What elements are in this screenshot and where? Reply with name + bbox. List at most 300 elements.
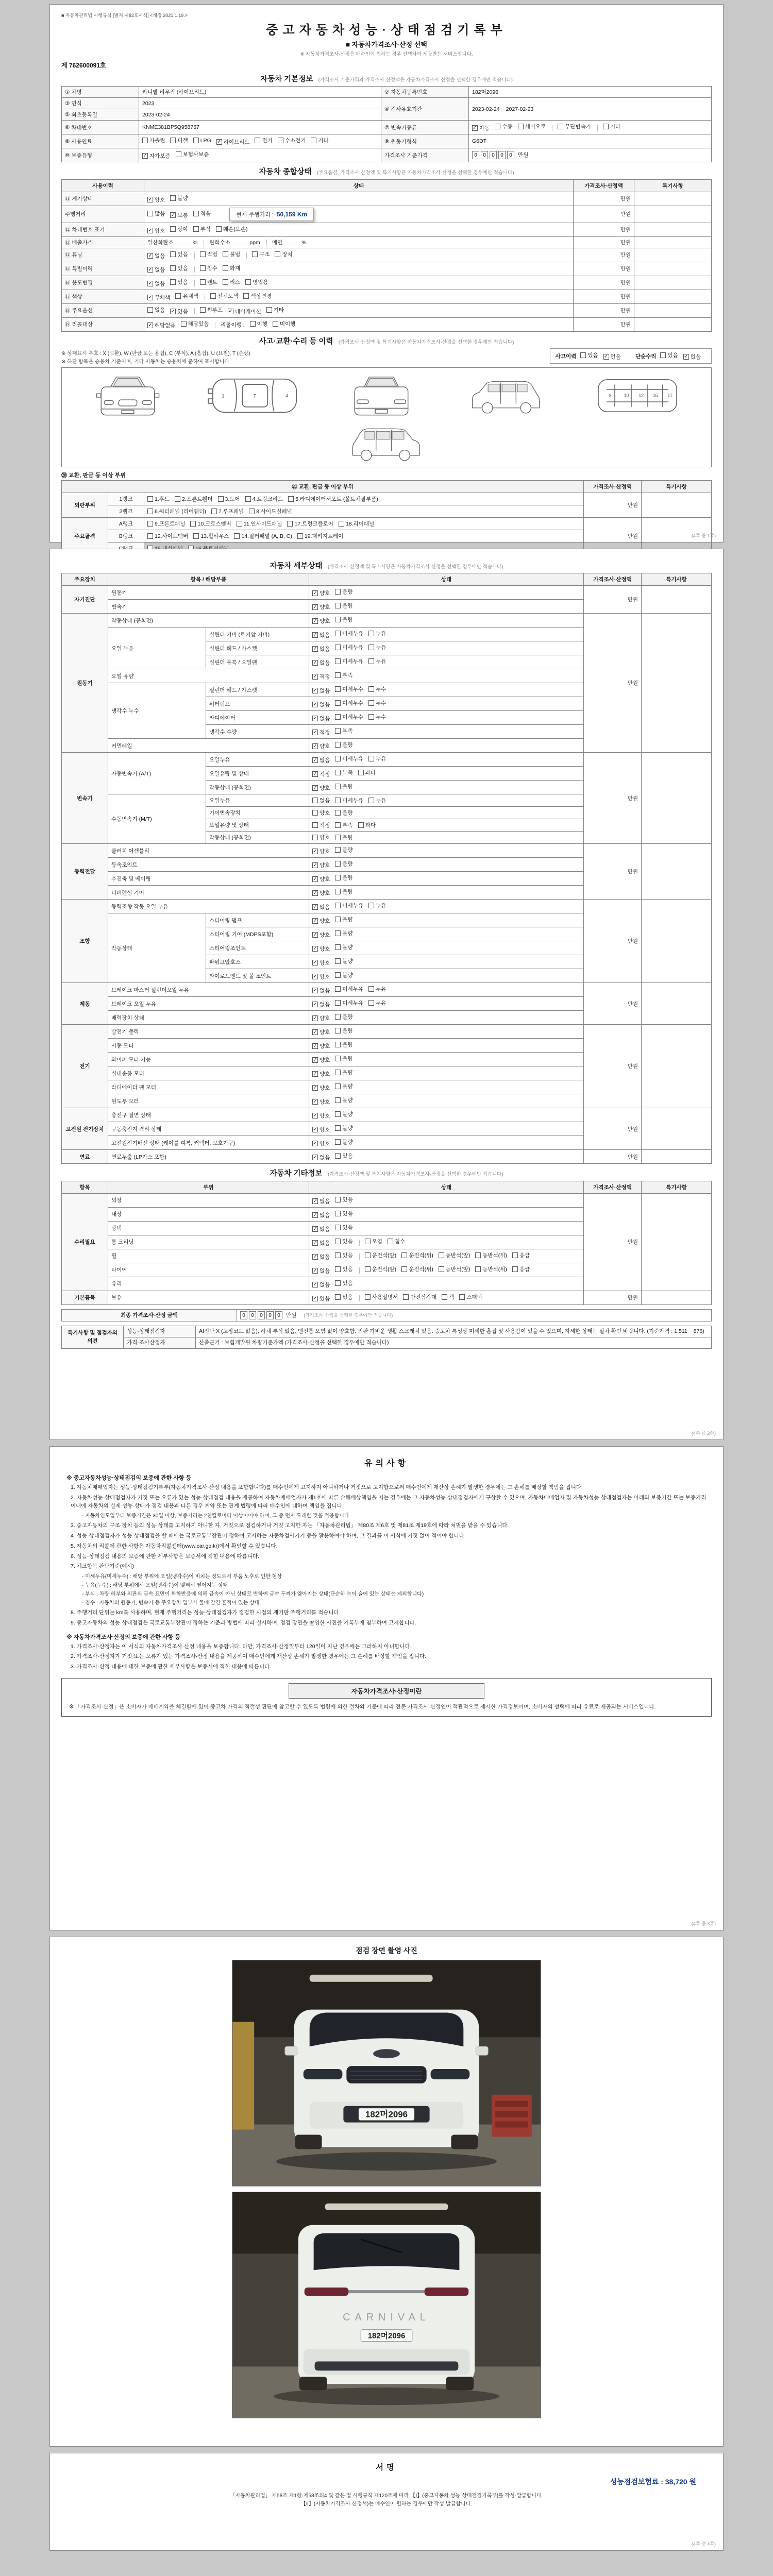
checkbox-unchecked[interactable] xyxy=(252,250,270,258)
checkbox-checked[interactable] xyxy=(312,617,330,625)
checkbox-unchecked[interactable] xyxy=(312,809,330,817)
checkbox-icon xyxy=(312,822,318,828)
rear-model-badge: CARNIVAL xyxy=(343,2311,430,2323)
checkbox-icon xyxy=(147,211,153,216)
checkbox-unchecked[interactable] xyxy=(335,1196,352,1204)
part-checkbox[interactable] xyxy=(288,495,378,503)
item-label: 구동축전지 격리 상태 xyxy=(108,1122,309,1136)
checkbox-unchecked[interactable] xyxy=(335,1110,352,1118)
status-cell xyxy=(309,1080,584,1094)
checkbox-checked[interactable] xyxy=(312,1211,330,1219)
checkbox-label: 훼손(오손) xyxy=(223,226,248,232)
checkbox-label: 양호 xyxy=(320,590,330,597)
signature-section-title: 서명 xyxy=(376,2463,397,2472)
checkbox-unchecked[interactable] xyxy=(170,250,188,258)
part-checkbox[interactable] xyxy=(287,520,333,528)
price-digit: 0 xyxy=(481,151,488,159)
checkbox-unchecked[interactable] xyxy=(176,150,209,158)
checkbox-checked[interactable] xyxy=(312,1126,330,1133)
part-checkbox[interactable] xyxy=(211,507,244,515)
checkbox-label: 없음 xyxy=(320,988,330,994)
rank-items xyxy=(144,518,584,530)
checkbox-checked[interactable] xyxy=(312,1295,330,1302)
col-usage-history: 사용이력 xyxy=(62,179,144,192)
checkbox-label: 있음 xyxy=(177,265,188,272)
checkbox-label: 없음 xyxy=(320,1002,330,1008)
checkbox-unchecked[interactable] xyxy=(358,769,376,776)
checkbox-label: 양호 xyxy=(320,785,330,792)
remark-cell xyxy=(634,192,712,206)
checkbox-checked[interactable] xyxy=(312,701,330,708)
price-estimate-cell: 만원 xyxy=(574,236,634,248)
checkbox-checked[interactable] xyxy=(312,1084,330,1092)
checkbox-unchecked[interactable] xyxy=(335,1069,352,1076)
checkbox-unchecked[interactable] xyxy=(335,902,363,909)
detail-row xyxy=(62,900,712,913)
price-digit: 0 xyxy=(275,1311,282,1319)
checkbox-checked[interactable] xyxy=(312,931,330,939)
checkbox-checked[interactable] xyxy=(312,861,330,869)
checkbox-unchecked[interactable] xyxy=(170,225,188,233)
checkbox-unchecked[interactable] xyxy=(368,796,386,804)
part-checkbox[interactable] xyxy=(147,532,188,540)
checkbox-label: 9.프론트패널 xyxy=(155,521,186,528)
checkbox-unchecked[interactable] xyxy=(335,1055,352,1062)
part-checkbox[interactable] xyxy=(237,520,282,528)
checkbox-unchecked[interactable] xyxy=(368,699,386,707)
remark-cell xyxy=(634,223,712,236)
checkbox-unchecked[interactable] xyxy=(250,320,267,328)
checkbox-checked[interactable] xyxy=(312,1281,330,1289)
checkbox-unchecked[interactable] xyxy=(255,137,272,144)
checkbox-label: 불량 xyxy=(342,810,353,817)
legend-block xyxy=(61,348,250,365)
checkbox-icon xyxy=(176,151,181,157)
checkbox-checked[interactable] xyxy=(312,1239,330,1247)
checkbox-checked[interactable] xyxy=(312,728,330,736)
checkbox-checked[interactable] xyxy=(312,903,330,911)
part-label: 작동상태 (공회전) xyxy=(206,781,309,794)
checkbox-unchecked[interactable] xyxy=(660,351,678,359)
checkbox-checked[interactable] xyxy=(312,987,330,994)
checkbox-unchecked[interactable] xyxy=(335,1124,352,1132)
checkbox-unchecked[interactable] xyxy=(170,264,188,272)
checkbox-unchecked[interactable] xyxy=(335,1265,352,1273)
checkbox-unchecked[interactable] xyxy=(335,657,363,665)
checkbox-checked[interactable] xyxy=(312,589,330,597)
summary-row xyxy=(62,290,712,303)
checkbox-checked[interactable] xyxy=(147,196,165,204)
checkbox-unchecked[interactable] xyxy=(495,123,512,130)
checkbox-checked[interactable] xyxy=(147,321,176,329)
checkbox-label: 잭 xyxy=(449,1294,455,1300)
item-label: 등속조인트 xyxy=(108,858,309,872)
checkbox-unchecked[interactable] xyxy=(311,137,328,144)
notice-item: 1. 가격조사·산정자는 이 서식의 자동차가격조사·산정 내용을 보증합니다. 다만, 가격조사·산정일부터 120일이 지난 경우에는 그러하지 아니합니다. xyxy=(71,1643,412,1650)
checkbox-unchecked[interactable] xyxy=(175,292,198,300)
checkbox-unchecked[interactable] xyxy=(401,1265,433,1273)
checkbox-checked[interactable] xyxy=(312,1197,330,1205)
checkbox-unchecked[interactable] xyxy=(170,137,188,144)
checkbox-unchecked[interactable] xyxy=(335,929,352,937)
part-checkbox[interactable] xyxy=(297,532,343,540)
basic-info-section-title xyxy=(61,74,712,84)
checkbox-checked[interactable] xyxy=(312,1001,330,1008)
checkbox-unchecked[interactable] xyxy=(170,278,188,286)
checkbox-icon xyxy=(335,1070,341,1075)
checkbox-unchecked[interactable] xyxy=(335,727,352,735)
checkbox-checked[interactable] xyxy=(472,124,490,132)
checkbox-unchecked[interactable] xyxy=(335,888,352,895)
checkbox-label: 운전석(앞) xyxy=(372,1266,397,1273)
checkbox-checked[interactable] xyxy=(312,1225,330,1233)
status-cell xyxy=(144,303,574,317)
checkbox-unchecked[interactable] xyxy=(335,588,352,596)
checkbox-icon xyxy=(252,251,258,257)
checkbox-checked[interactable] xyxy=(312,603,330,611)
checkbox-unchecked[interactable] xyxy=(335,1096,352,1104)
checkbox-unchecked[interactable] xyxy=(312,796,330,804)
remark-cell xyxy=(634,236,712,248)
checkbox-unchecked[interactable] xyxy=(475,1251,507,1259)
part-checkbox[interactable] xyxy=(218,495,240,503)
comprehensive-table-body xyxy=(62,192,712,331)
remark-cell xyxy=(642,1193,712,1291)
notice-head: ※ 중고자동차성능·상태점검의 보증에 관한 사항 등 xyxy=(66,1475,192,1482)
checkbox-checked[interactable] xyxy=(312,917,330,925)
checkbox-unchecked[interactable] xyxy=(439,1251,470,1259)
checkbox-checked[interactable] xyxy=(312,1056,330,1064)
checkbox-unchecked[interactable] xyxy=(335,1224,352,1231)
checkbox-unchecked[interactable] xyxy=(365,1293,398,1301)
status-cell xyxy=(309,1108,584,1122)
checkbox-unchecked[interactable] xyxy=(335,741,352,749)
item-label: 배력장치 상태 xyxy=(108,1011,309,1025)
checkbox-unchecked[interactable] xyxy=(365,1265,397,1273)
notice-item: 5. 자동차의 리콜에 관한 사항은 자동차리콜센터(www.car.go.kr)에서 확인할 수 있습니다. xyxy=(71,1543,278,1549)
checkbox-checked[interactable] xyxy=(312,1028,330,1036)
checkbox-checked[interactable] xyxy=(147,294,170,301)
checkbox-unchecked[interactable] xyxy=(335,783,352,790)
checkbox-checked[interactable] xyxy=(147,227,165,234)
price-estimate-cell: 만원 xyxy=(574,192,634,206)
status-cell xyxy=(309,832,584,844)
checkbox-unchecked[interactable] xyxy=(368,902,386,909)
checkbox-label: 양호 xyxy=(320,1071,330,1078)
part-checkbox[interactable] xyxy=(234,532,292,540)
checkbox-unchecked[interactable] xyxy=(335,1238,352,1245)
checkbox-label: 과다 xyxy=(365,770,376,776)
checkbox-unchecked[interactable] xyxy=(335,602,352,609)
part-checkbox[interactable] xyxy=(339,520,374,528)
checkbox-unchecked[interactable] xyxy=(580,351,598,359)
check-group-divider xyxy=(194,308,195,314)
checkbox-unchecked[interactable] xyxy=(335,999,363,1007)
checkbox-icon: ✓ xyxy=(313,1029,317,1036)
checkbox-unchecked[interactable] xyxy=(335,957,352,965)
checkbox-unchecked[interactable] xyxy=(335,685,363,693)
checkbox-unchecked[interactable] xyxy=(193,225,211,233)
checkbox-unchecked[interactable] xyxy=(439,1265,470,1273)
checkbox-label: 양호 xyxy=(320,849,330,855)
checkbox-checked[interactable] xyxy=(312,1042,330,1050)
checkbox-unchecked[interactable] xyxy=(335,616,352,623)
checkbox-unchecked[interactable] xyxy=(223,264,240,272)
check-group-divider xyxy=(194,266,195,273)
detail-row xyxy=(62,753,712,767)
checkbox-unchecked[interactable] xyxy=(223,250,240,258)
checkbox-unchecked[interactable] xyxy=(335,971,352,979)
checkbox-label: 미세누유 xyxy=(342,903,363,909)
checkbox-checked[interactable] xyxy=(216,138,250,146)
checkbox-unchecked[interactable] xyxy=(603,123,620,130)
checkbox-unchecked[interactable] xyxy=(358,821,376,829)
detail-row xyxy=(62,1108,712,1122)
checkbox-checked[interactable] xyxy=(312,973,330,980)
checkbox-label: 없음 xyxy=(320,1212,330,1218)
checkbox-label: 리스 xyxy=(229,279,241,285)
checkbox-label: 불량 xyxy=(342,944,353,951)
checkbox-unchecked[interactable] xyxy=(200,250,217,258)
checkbox-checked[interactable] xyxy=(312,742,330,750)
checkbox-unchecked[interactable] xyxy=(243,292,272,300)
checkbox-label: 있음 xyxy=(667,352,678,359)
checkbox-unchecked[interactable] xyxy=(223,278,240,286)
checkbox-unchecked[interactable] xyxy=(512,1251,530,1259)
checkbox-unchecked[interactable] xyxy=(200,306,223,314)
checkbox-icon: ✓ xyxy=(313,730,317,736)
checkbox-checked[interactable] xyxy=(228,308,261,315)
checkbox-unchecked[interactable] xyxy=(335,943,352,951)
misc-table-body xyxy=(62,1193,712,1304)
checkbox-unchecked[interactable] xyxy=(335,1210,352,1217)
checkbox-unchecked[interactable] xyxy=(335,699,363,707)
checkbox-unchecked[interactable] xyxy=(335,755,363,762)
checkbox-label: 양호 xyxy=(320,743,330,750)
checkbox-unchecked[interactable] xyxy=(335,1027,352,1035)
car-rear-view-diagram xyxy=(330,371,433,420)
checkbox-unchecked[interactable] xyxy=(312,834,330,841)
checkbox-checked[interactable] xyxy=(312,1154,330,1161)
checkbox-icon: ✓ xyxy=(313,918,317,924)
part-checkbox[interactable] xyxy=(175,495,212,503)
checkbox-unchecked[interactable] xyxy=(335,860,352,868)
checkbox-unchecked[interactable] xyxy=(335,713,363,721)
detail-table xyxy=(61,573,712,1164)
device-group-label: 연료 xyxy=(62,1150,108,1164)
checkbox-checked[interactable] xyxy=(312,756,330,764)
checkbox-unchecked[interactable] xyxy=(388,1238,405,1245)
checkbox-checked[interactable] xyxy=(603,353,621,361)
checkbox-unchecked[interactable] xyxy=(475,1265,507,1273)
checkbox-checked[interactable] xyxy=(312,1098,330,1106)
part-label: 오일누유 xyxy=(206,794,309,807)
part-checkbox[interactable] xyxy=(190,520,231,528)
checkbox-unchecked[interactable] xyxy=(442,1293,454,1301)
part-checkbox[interactable] xyxy=(147,495,170,503)
checkbox-unchecked[interactable] xyxy=(181,320,209,328)
checkbox-label: 10.크로스멤버 xyxy=(197,521,231,528)
checkbox-unchecked[interactable] xyxy=(147,306,165,314)
part-label: 냉각수 수량 xyxy=(206,725,309,739)
checkbox-unchecked[interactable] xyxy=(403,1293,436,1301)
checkbox-unchecked[interactable] xyxy=(335,821,352,829)
checkbox-checked[interactable] xyxy=(170,211,188,219)
checkbox-checked[interactable] xyxy=(683,353,701,361)
checkbox-unchecked[interactable] xyxy=(335,846,352,854)
passenger-car-note: ※ 하단 항목은 승용차 기준이며, 기타 자동차는 승용차에 준하여 표시합니다. xyxy=(61,359,231,365)
checkbox-unchecked[interactable] xyxy=(368,999,386,1007)
checkbox-unchecked[interactable] xyxy=(401,1251,433,1259)
status-cell xyxy=(309,641,584,655)
checkbox-checked[interactable] xyxy=(142,152,171,160)
checkbox-unchecked[interactable] xyxy=(278,137,306,144)
simple-repair-checks xyxy=(660,351,706,360)
checkbox-checked[interactable] xyxy=(170,308,188,315)
checkbox-unchecked[interactable] xyxy=(275,250,292,258)
page-2 xyxy=(49,549,724,1440)
checkbox-icon: ✓ xyxy=(148,280,153,286)
notice-item: 8. 주행거리 단위는 km를 사용하며, 현재 주행거리는 성능·상태점검자가 점검한 시점의 계기판 주행거리를 적습니다. xyxy=(71,1609,341,1616)
checkbox-unchecked[interactable] xyxy=(368,657,386,665)
checkbox-unchecked[interactable] xyxy=(193,210,211,217)
checkbox-unchecked[interactable] xyxy=(335,769,352,776)
checkbox-unchecked[interactable] xyxy=(459,1293,482,1301)
checkbox-unchecked[interactable] xyxy=(368,630,386,637)
checkbox-checked[interactable] xyxy=(312,673,330,681)
checkbox-unchecked[interactable] xyxy=(368,643,386,651)
checkbox-unchecked[interactable] xyxy=(512,1265,530,1273)
checkbox-icon: ✓ xyxy=(313,1015,317,1022)
checkbox-unchecked[interactable] xyxy=(335,1293,352,1301)
checkbox-checked[interactable] xyxy=(312,1014,330,1022)
checkbox-unchecked[interactable] xyxy=(273,320,295,328)
usage-history-label: ⑮ 특별이력 xyxy=(62,262,144,276)
checkbox-checked[interactable] xyxy=(312,770,330,778)
price-estimate-cell: 만원 xyxy=(584,518,642,555)
part-checkbox[interactable] xyxy=(147,507,206,515)
checkbox-unchecked[interactable] xyxy=(335,916,352,923)
checkbox-checked[interactable] xyxy=(312,784,330,792)
base-price-label: 가격조사 기준가격 xyxy=(381,148,469,162)
checkbox-unchecked[interactable] xyxy=(200,278,217,286)
checkbox-icon xyxy=(335,889,341,894)
rank-table xyxy=(61,480,712,555)
checkbox-icon: ✓ xyxy=(313,590,317,597)
checkbox-checked[interactable] xyxy=(312,1253,330,1261)
checkbox-unchecked[interactable] xyxy=(368,713,386,721)
item-label: 자동변속기 (A/T) xyxy=(108,753,206,794)
checkbox-unchecked[interactable] xyxy=(335,1279,352,1287)
checkbox-unchecked[interactable] xyxy=(335,630,363,637)
checkbox-label: 적음 xyxy=(200,210,211,217)
checkbox-unchecked[interactable] xyxy=(368,685,386,693)
checkbox-unchecked[interactable] xyxy=(335,1082,352,1090)
checkbox-checked[interactable] xyxy=(147,252,165,260)
checkbox-unchecked[interactable] xyxy=(210,292,239,300)
checkbox-checked[interactable] xyxy=(147,266,165,274)
checkbox-unchecked[interactable] xyxy=(558,123,591,130)
checkbox-checked[interactable] xyxy=(312,1267,330,1275)
checkbox-unchecked[interactable] xyxy=(368,755,386,762)
checkbox-checked[interactable] xyxy=(312,631,330,639)
checkbox-unchecked[interactable] xyxy=(335,796,363,804)
checkbox-unchecked[interactable] xyxy=(335,985,363,993)
final-price-unit: 만원 xyxy=(286,1312,297,1318)
checkbox-checked[interactable] xyxy=(312,959,330,967)
part-checkbox[interactable] xyxy=(193,532,229,540)
remark-cell xyxy=(642,753,712,844)
section-title: 자동차 기타정보 xyxy=(270,1170,323,1178)
checkbox-checked[interactable] xyxy=(312,659,330,667)
checkbox-unchecked[interactable] xyxy=(335,809,352,817)
checkbox-unchecked[interactable] xyxy=(312,821,330,829)
checkbox-unchecked[interactable] xyxy=(147,210,165,217)
item-label: 브레이크 마스터 실린더오일 누유 xyxy=(108,983,309,997)
checkbox-label: 양호 xyxy=(320,862,330,869)
part-label: 실린더 블록 / 오일팬 xyxy=(206,655,309,669)
checkbox-unchecked[interactable] xyxy=(245,278,268,286)
checkbox-unchecked[interactable] xyxy=(365,1251,397,1259)
checkbox-icon xyxy=(335,645,341,650)
checkbox-checked[interactable] xyxy=(312,1140,330,1147)
checkbox-icon xyxy=(170,251,176,257)
status-cell xyxy=(309,927,584,941)
checkbox-unchecked[interactable] xyxy=(335,1251,352,1259)
checkbox-unchecked[interactable] xyxy=(335,1138,352,1146)
checkbox-checked[interactable] xyxy=(312,687,330,694)
part-checkbox[interactable] xyxy=(147,520,185,528)
checkbox-checked[interactable] xyxy=(312,945,330,953)
checkbox-label: 없음 xyxy=(155,266,165,273)
rank-table-body xyxy=(62,493,712,555)
checkbox-label: 전기 xyxy=(262,138,273,144)
checkbox-checked[interactable] xyxy=(312,889,330,897)
part-label: 스티어링조인트 xyxy=(206,941,309,955)
checkbox-unchecked[interactable] xyxy=(193,138,211,144)
checkbox-unchecked[interactable] xyxy=(335,1152,352,1160)
checkbox-checked[interactable] xyxy=(312,875,330,883)
part-checkbox[interactable] xyxy=(249,507,292,515)
checkbox-unchecked[interactable] xyxy=(142,137,165,144)
checkbox-checked[interactable] xyxy=(312,848,330,855)
checkbox-unchecked[interactable] xyxy=(335,1041,352,1048)
checkbox-unchecked[interactable] xyxy=(518,123,546,130)
checkbox-icon xyxy=(339,521,344,527)
checkbox-unchecked[interactable] xyxy=(335,834,352,841)
checkbox-unchecked[interactable] xyxy=(368,985,386,993)
checkbox-label: 응급 xyxy=(519,1252,530,1259)
checkbox-checked[interactable] xyxy=(312,645,330,653)
check-inline-label: 탄화수소 ＿＿＿ ppm xyxy=(209,239,260,246)
rank-row xyxy=(62,493,712,505)
checkbox-unchecked[interactable] xyxy=(170,194,188,202)
checkbox-checked[interactable] xyxy=(312,715,330,722)
part-checkbox[interactable] xyxy=(245,495,283,503)
checkbox-unchecked[interactable] xyxy=(365,1238,382,1245)
checkbox-checked[interactable] xyxy=(312,1112,330,1120)
checkbox-checked[interactable] xyxy=(312,1070,330,1078)
checkbox-unchecked[interactable] xyxy=(335,1013,352,1021)
checkbox-unchecked[interactable] xyxy=(266,306,284,314)
checkbox-checked[interactable] xyxy=(147,280,165,287)
checkbox-unchecked[interactable] xyxy=(216,225,248,233)
checkbox-unchecked[interactable] xyxy=(200,264,217,272)
checkbox-unchecked[interactable] xyxy=(335,643,363,651)
checkbox-unchecked[interactable] xyxy=(335,874,352,882)
checkbox-unchecked[interactable] xyxy=(335,671,352,679)
price-digit: 0 xyxy=(472,151,479,159)
